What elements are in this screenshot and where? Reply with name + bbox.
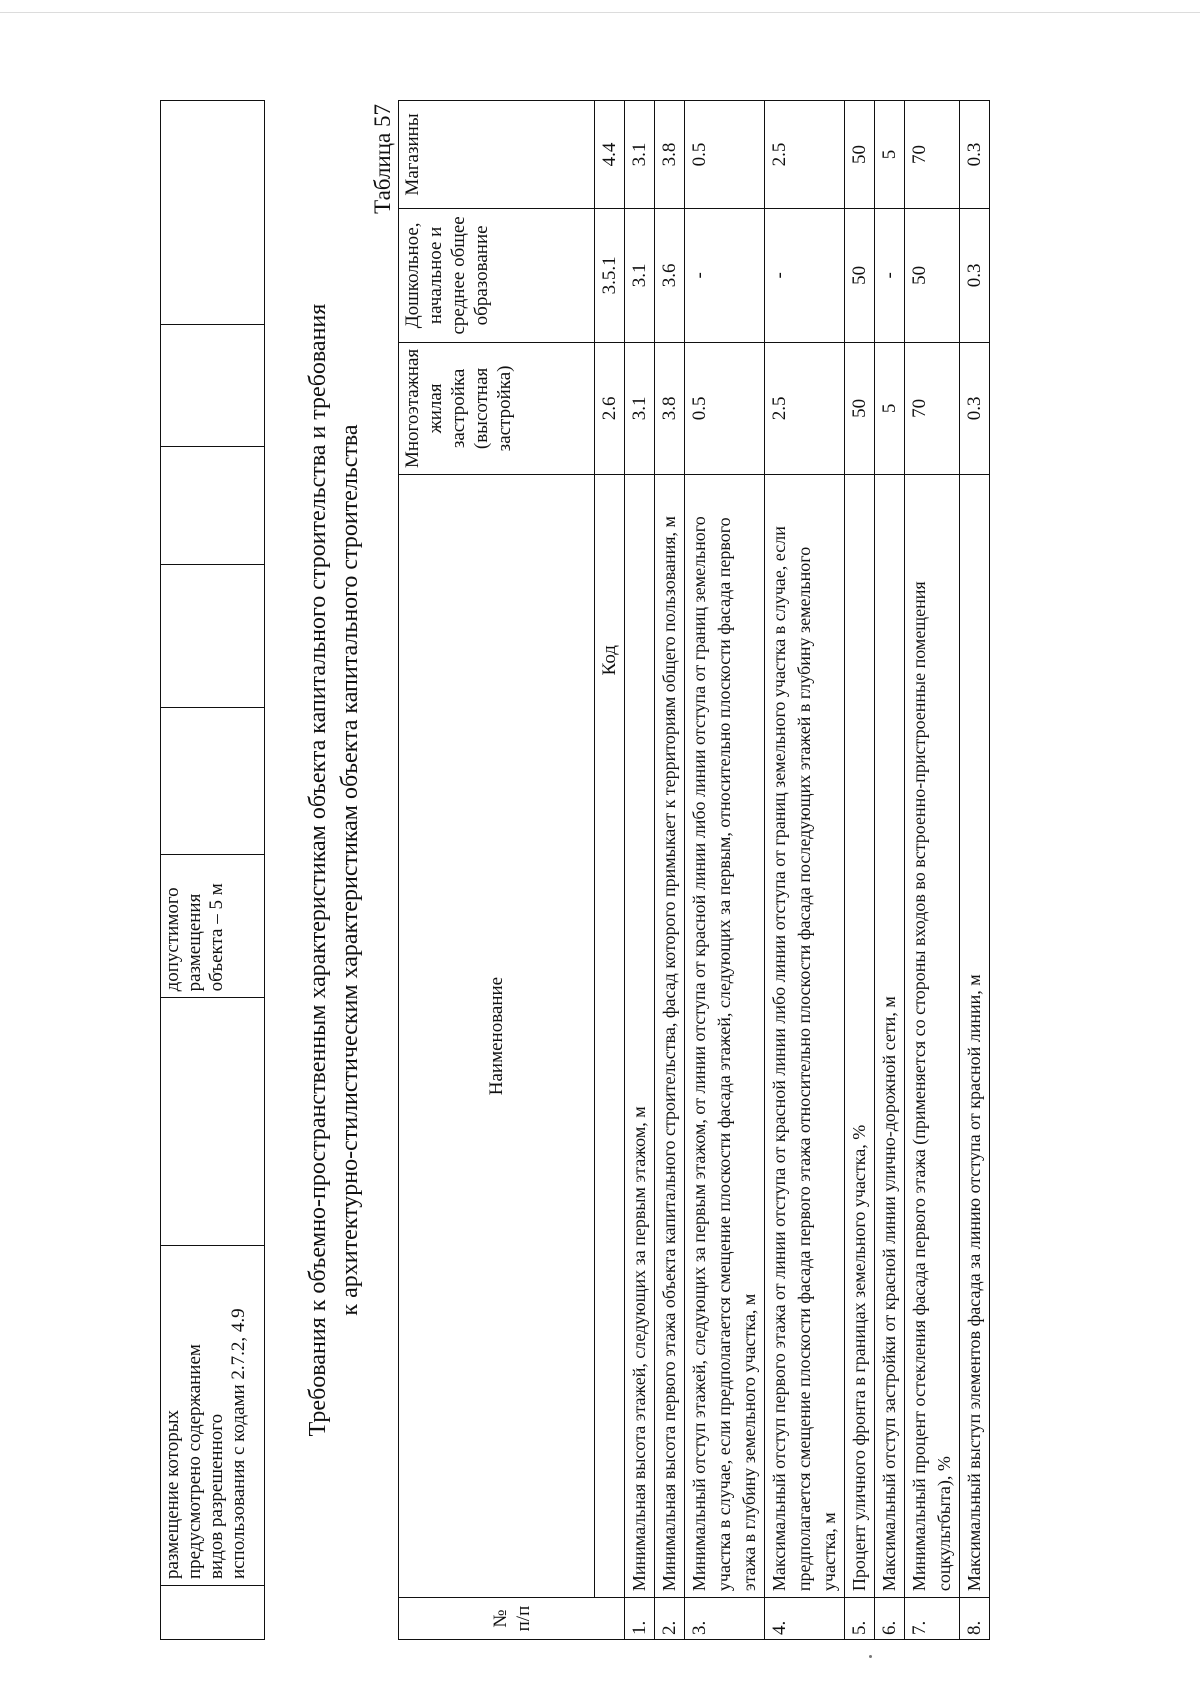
scan-edge-line	[0, 12, 1200, 13]
row-description: Минимальная высота первого этажа объекта капитального строительства, фасад которого примыкает к территориям общего пользования, м	[655, 475, 685, 1598]
rotated-page-content	[160, 70, 1200, 1670]
table-row	[875, 101, 905, 1640]
table-number: Таблица 57	[370, 104, 395, 214]
code-label: Код	[595, 475, 625, 1598]
row-value: -	[685, 208, 765, 342]
continuation-text-cell	[161, 855, 265, 998]
row-description: Максимальный отступ первого этажа от линии отступа от красной линии либо линии отступа от границ земельного участка в случае, если предполагается смещение плоскости фасада первого этажа относительно плоскости фасада последующих этажей в глубину земельного участка, м	[765, 475, 845, 1598]
row-value: 3.8	[655, 101, 685, 209]
table-row	[765, 101, 845, 1640]
header-column-shops: Магазины	[399, 101, 595, 209]
continuation-table	[160, 100, 265, 1640]
continuation-text-line: объекта – 5 м	[206, 883, 227, 992]
row-value: -	[765, 208, 845, 342]
row-value: 70	[905, 101, 960, 209]
row-number: 6.	[875, 1598, 905, 1640]
row-number: 1.	[625, 1598, 655, 1640]
row-value: 3.8	[655, 342, 685, 474]
header-name: Наименование	[399, 475, 595, 1598]
header-num: № п/п	[399, 1598, 625, 1640]
continuation-text-line: использования с кодами 2.7.2, 4.9	[228, 1308, 249, 1580]
row-value: 50	[845, 101, 875, 209]
row-value: 3.1	[625, 101, 655, 209]
continuation-cell	[161, 1586, 265, 1640]
code-cell: 3.5.1	[595, 208, 625, 342]
continuation-text-line: допустимого	[162, 887, 183, 992]
continuation-text-line: видов разрешенного	[206, 1413, 227, 1580]
table-row	[655, 101, 685, 1640]
row-value: 3.1	[625, 342, 655, 474]
row-value: 50	[845, 342, 875, 474]
code-cell: 2.6	[595, 342, 625, 474]
row-description: Минимальный отступ этажей, следующих за первым этажом, от линии отступа от красной линии либо линии отступа от границ земельного участка в случае, если предполагается смещение плоскости фасада этажей, следующих за первым, относительно плоскости фасада первого этажа в глубину земельного участка, м	[685, 475, 765, 1598]
continuation-cell	[161, 998, 265, 1246]
continuation-cell	[161, 707, 265, 855]
row-description: Минимальная высота этажей, следующих за первым этажом, м	[625, 475, 655, 1598]
row-number: 4.	[765, 1598, 845, 1640]
table-row	[905, 101, 960, 1640]
header-column-education: Дошкольное, начальное и среднее общее образование	[399, 208, 595, 342]
row-description: Максимальный выступ элементов фасада за линию отступа от красной линии, м	[960, 475, 990, 1598]
header-column-residential: Многоэтажная жилая застройка (высотная застройка)	[399, 342, 595, 474]
table-row	[625, 101, 655, 1640]
row-value: 2.5	[765, 101, 845, 209]
section-heading-line-2: к архитектурно-стилистическим характеристикам объекта капитального строительства	[337, 424, 363, 1316]
table-code-row	[595, 101, 625, 1640]
row-value: 70	[905, 342, 960, 474]
requirements-table	[398, 100, 990, 1640]
continuation-text-line: размещение которых	[162, 1410, 183, 1580]
row-value: 0.3	[960, 101, 990, 209]
row-value: 50	[905, 208, 960, 342]
row-value: 5	[875, 101, 905, 209]
table-row	[845, 101, 875, 1640]
row-number: 3.	[685, 1598, 765, 1640]
row-value: 3.6	[655, 208, 685, 342]
continuation-cell	[161, 101, 265, 325]
row-value: 0.5	[685, 101, 765, 209]
row-description: Процент уличного фронта в границах земельного участка, %	[845, 475, 875, 1598]
row-number: 8.	[960, 1598, 990, 1640]
row-value: 0.5	[685, 342, 765, 474]
row-number: 7.	[905, 1598, 960, 1640]
continuation-cell	[161, 564, 265, 707]
row-value: -	[875, 208, 905, 342]
continuation-row	[161, 101, 265, 1640]
row-value: 5	[875, 342, 905, 474]
continuation-text-cell	[161, 1246, 265, 1586]
row-description: Максимальный отступ застройки от красной линии улично-дорожной сети, м	[875, 475, 905, 1598]
row-value: 50	[845, 208, 875, 342]
code-cell: 4.4	[595, 101, 625, 209]
row-value: 3.1	[625, 208, 655, 342]
table-header-row	[399, 101, 595, 1640]
row-description: Минимальный процент остекления фасада первого этажа (применяется со стороны входов во встроенно-пристроенные помещения соцкультбыта), %	[905, 475, 960, 1598]
table-row	[960, 101, 990, 1640]
table-row	[685, 101, 765, 1640]
row-value: 2.5	[765, 342, 845, 474]
row-value: 0.3	[960, 342, 990, 474]
row-value: 0.3	[960, 208, 990, 342]
continuation-cell	[161, 324, 265, 446]
section-heading-line-1: Требования к объемно-пространственным характеристикам объекта капитального строительства и требования	[305, 303, 331, 1437]
continuation-text-line: размещения	[184, 893, 205, 992]
continuation-cell	[161, 446, 265, 564]
row-number: 5.	[845, 1598, 875, 1640]
continuation-text-line: предусмотрено содержанием	[184, 1344, 205, 1580]
row-number: 2.	[655, 1598, 685, 1640]
